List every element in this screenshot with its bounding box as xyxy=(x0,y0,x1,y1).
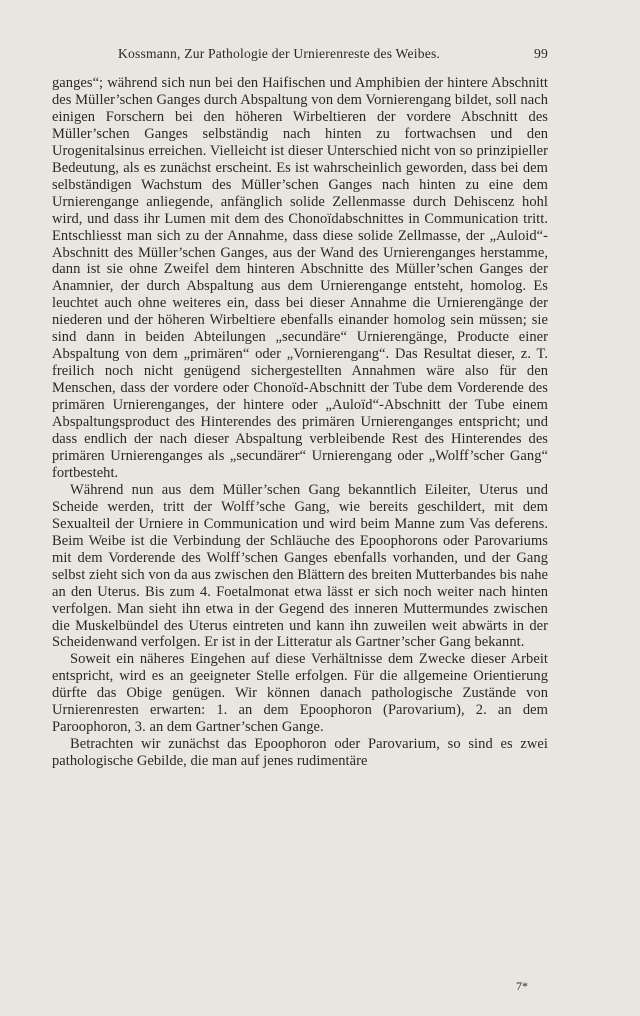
running-header xyxy=(52,46,548,68)
paragraph-4: Betrachten wir zunächst das Epoophoron oder Parovarium, so sind es zwei pathologische Gebilde, die man auf jenes rudimentäre xyxy=(52,736,548,770)
paragraph-2: Während nun aus dem Müller’schen Gang bekanntlich Eileiter, Uterus und Scheide werden, tritt der Wolff’sche Gang, wie bereits geschildert, mit dem Sexualteil der Urniere in Communication und wird beim Manne zum Vas deferens. Beim Weibe ist die Verbindung der Schläuche des Epoophorons oder Parovariums mit dem Vorderende des Wolff’schen Ganges ebenfalls vorhanden, und der Gang selbst zieht sich von da aus zwischen den Blättern des breiten Mutterbandes bis nahe an den Uterus. Bis zum 4. Foetalmonat etwa lässt er sich noch weiter nach hinten verfolgen. Man sieht ihn etwa in der Gegend des inneren Muttermundes zwischen die Muskelbündel des Uterus eintreten und kann ihn zuweilen weit abwärts in der Scheidenwand verfolgen. Er ist in der Litteratur als Gartner’scher Gang bekannt. xyxy=(52,481,548,651)
page-number: 99 xyxy=(534,46,548,61)
paragraph-3: Soweit ein näheres Eingehen auf diese Verhältnisse dem Zwecke dieser Arbeit entspricht, wird es an geeigneter Stelle erfolgen. Für die allgemeine Orientierung dürfte das Obige genügen. Wir können danach pathologische Zustände von Urnierenresten erwarten: 1. an dem Epoophoron (Parovarium), 2. an dem Paroophoron, 3. an dem Gartner’schen Gange. xyxy=(52,651,548,736)
signature-mark: 7* xyxy=(516,979,528,993)
body-text xyxy=(52,75,548,770)
running-title: Kossmann, Zur Pathologie der Urnierenreste des Weibes. xyxy=(118,46,441,61)
paragraph-1: ganges“; während sich nun bei den Haifischen und Amphibien der hintere Abschnitt des Müller’schen Ganges durch Abspaltung von dem Vornierengang bildet, soll nach einigen Forschern bei den höheren Wirbeltieren der vordere Abschnitt des Müller’schen Ganges selbständig nach hinten zu fortwachsen und den Urogenitalsinus erreichen. Vielleicht ist dieser Unterschied nicht von so prinzipieller Bedeutung, als es zunächst erscheint. Es ist wahrscheinlich geworden, dass bei dem selbständigen Wachstum des Müller’schen Ganges nach hinten zu eine dem Urnierengange anliegende, anfänglich solide Zellenmasse durch Dehiscenz hohl wird, und dass ihr Lumen mit dem des Chonoïdabschnittes in Communication tritt. Entschliesst man sich zu der Annahme, dass diese solide Zellmasse, der „Auloid“-Abschnitt des Müller’schen Ganges, aus der Wand des Urnierenganges herstamme, dann ist sie ohne Zweifel dem hinteren Abschnitte des Müller’schen Ganges der Anamnier, der durch Abspaltung aus dem Urnierengange entsteht, homolog. Es leuchtet auch ohne weiteres ein, dass bei dieser Annahme die Urnierengänge der niederen und der höheren Wirbeltiere ebenfalls einander homolog sein müssen; sie sind dann in beiden Abteilungen „secundäre“ Urnierengänge, Producte einer Abspaltung von dem „primären“ oder „Vornierengang“. Das Resultat dieser, z. T. freilich noch nicht genügend sichergestellten Annahmen wäre also für den Menschen, dass der vordere oder Chonoïd-Abschnitt der Tube dem Vorderende des primären Urnierenganges, der hintere oder „Auloïd“-Abschnitt der Tube einem Abspaltungsproduct des Hinterendes des primären Urnierenganges entspricht; und dass endlich der nach dieser Abspaltung verbleibende Rest des Hinterendes des primären Urnierenganges als „secundärer“ Urnierengang oder „Wolff’scher Gang“ fortbesteht. xyxy=(52,75,548,481)
